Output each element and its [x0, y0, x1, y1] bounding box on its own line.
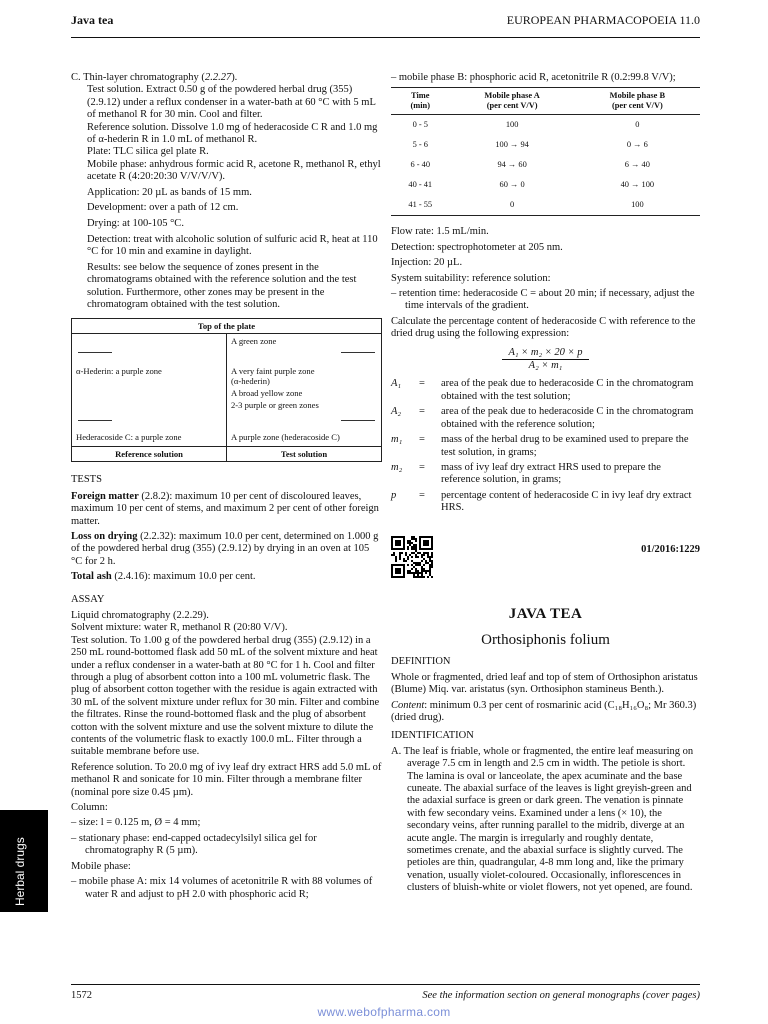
running-header-title: Java tea	[71, 13, 114, 27]
monograph-code-row	[391, 536, 700, 578]
identification-heading: IDENTIFICATION	[391, 730, 474, 742]
monograph-latin-name: Orthosiphonis folium	[481, 631, 610, 648]
gradient-row	[391, 135, 700, 155]
definition-text: mass of the herbal drug to be examined used to prepare the test solution, in grams;	[441, 434, 689, 458]
test-zone-hederacoside: A purple zone (hederacoside C)	[231, 432, 340, 443]
section-side-tab	[0, 810, 48, 912]
gradient-cell: 100	[575, 195, 700, 216]
gradient-row	[391, 195, 700, 216]
definition-eq: =	[419, 461, 425, 473]
monograph-title: JAVA TEA	[508, 605, 583, 622]
test-zone-green: A green zone	[231, 336, 277, 347]
gradient-cell: 40 → 100	[620, 180, 655, 190]
zone-col-test: Test solution	[227, 447, 382, 462]
identification-a: A. The leaf is friable, whole or fragmented, the entire leaf measuring on average 7.5 cm in length and 2.5 cm in width. The petiole is short. The lamina is oval or lanceolate, the apex acuminate and the base cuneate. The abaxial surface of the leaves is light greyish-green and the adaxial surface is green or dark green. The venation is pinnate with few secondary veins. Examined under a lens (× 10), the secondary veins, after running parallel to the midrib, diverge at an acute angle. The margin is irregularly and roughly dentate, sometimes crenate, and the abaxial surface is slightly curved. The petioles are thin, quadrangular, 4-8 mm long and, like the primary venation, usually violet-coloured. Occasionally, inflorescences in clusters of bluish-white or violet flowers, not yet opened, are found.	[391, 745, 694, 894]
gradient-cell: 5 - 6	[412, 140, 428, 150]
definition-text: mass of ivy leaf dry extract HRS used to prepare the reference solution, in grams;	[441, 461, 661, 486]
gradient-table	[391, 87, 700, 216]
column-label: Column:	[71, 802, 108, 814]
detection: Detection: spectrophotometer at 205 nm.	[391, 241, 563, 253]
gradient-cell: 6 → 40	[624, 160, 650, 170]
test-zone-faint-note: (α-hederin)	[231, 376, 270, 387]
total-ash: Total ash (2.4.16): maximum 10.0 per cent.	[71, 571, 256, 583]
definition-text: Whole or fragmented, dried leaf and top of stem of Orthosiphon aristatus (Blume) Miq. var. aristatus (syn. Orthosiphon stamineus Benth.).	[391, 671, 698, 696]
tests-heading: TESTS	[71, 474, 102, 486]
definition-sym: m₂	[391, 461, 403, 473]
gradient-cell: 40 - 41	[408, 180, 433, 190]
test-zone-purple-green: 2-3 purple or green zones	[231, 400, 319, 411]
gradient-cell: 60 → 0	[499, 180, 525, 190]
qr-code-icon	[391, 536, 433, 578]
gradient-header-1: Mobile phase A (per cent V/V)	[450, 88, 575, 115]
gradient-cell: 6 - 40	[410, 160, 431, 170]
injection: Injection: 20 µL.	[391, 257, 463, 269]
tlc-mobile-phase: Mobile phase: anhydrous formic acid R, acetone R, methanol R, ethyl acetate R (4:20:20:30 V/V/V/V).	[87, 158, 381, 183]
tlc-results: Results: see below the sequence of zones present in the chromatograms obtained with the reference solution and the test solution. Furthermore, other zones may be present in the chromatogram obtained with the test solution.	[87, 261, 357, 310]
gradient-cell: 0	[450, 195, 575, 216]
definition-row	[391, 490, 700, 518]
foreign-matter: Foreign matter (2.8.2): maximum 10 per cent of discoloured leaves, maximum 10 per cent of stems, and maximum 2 per cent of other foreign matter.	[71, 490, 379, 527]
left-column	[71, 72, 382, 901]
footer-note: See the information section on general monographs (cover pages)	[422, 990, 700, 1001]
definition-sym: m₁	[391, 434, 403, 446]
definition-text: area of the peak due to hederacoside C in the chromatogram obtained with the test solution;	[441, 378, 694, 402]
assay-lc: Liquid chromatography (2.2.29).	[71, 609, 209, 621]
formula-numerator: A₁ × m₂ × 20 × p	[502, 347, 588, 360]
definition-row	[391, 434, 700, 462]
loss-on-drying: Loss on drying (2.2.32): maximum 10.0 per cent, determined on 1.000 g of the powdered herbal drug (355) (2.9.12) by drying in an oven at 105 °C for 2 h.	[71, 530, 379, 567]
tlc-reference-solution: Reference solution. Dissolve 1.0 mg of hederacoside C R and 1.0 mg of α-hederin R in 1.0 mL of methanol R.	[87, 121, 378, 146]
test-zone-faint: A very faint purple zone	[231, 366, 315, 377]
stationary-phase: – stationary phase: end-capped octadecylsilyl silica gel for chromatography R (5 µm).	[71, 832, 317, 857]
monograph-code: 01/2016:1229	[641, 543, 700, 555]
zone-divider	[78, 420, 112, 421]
flow-rate: Flow rate: 1.5 mL/min.	[391, 226, 489, 238]
tlc-drying: Drying: at 100-105 °C.	[87, 218, 184, 230]
definition-eq: =	[419, 378, 425, 390]
gradient-cell: 0 - 5	[412, 120, 428, 130]
column-size: – size: l = 0.125 m, Ø = 4 mm;	[71, 817, 201, 829]
assay-reference-solution: Reference solution. To 20.0 mg of ivy leaf dry extract HRS add 5.0 mL of methanol R and sonicate for 10 min. Filter through a membrane filter (nominal pore size 0.45 µm).	[71, 761, 382, 798]
definition-sym: A₂	[391, 406, 402, 418]
mobile-phase-a: – mobile phase A: mix 14 volumes of acetonitrile R with 88 volumes of water R and adjust to pH 2.0 with phosphoric acid R;	[71, 876, 373, 900]
assay-heading: ASSAY	[71, 593, 105, 605]
definition-text: area of the peak due to hederacoside C in the chromatogram obtained with the reference solution;	[441, 406, 694, 430]
page-number: 1572	[71, 990, 92, 1001]
calculate-text: Calculate the percentage content of hederacoside C with reference to the dried drug using the following expression:	[391, 315, 696, 340]
definition-text: percentage content of hederacoside C in ivy leaf dry extract HRS.	[441, 489, 692, 514]
definition-row	[391, 378, 700, 406]
header-rule	[71, 37, 700, 38]
definition-sym: p	[391, 489, 397, 501]
tlc-detection: Detection: treat with alcoholic solution of sulfuric acid R, heat at 110 °C for 10 min and examine in daylight.	[87, 233, 378, 258]
tlc-application: Application: 20 µL as bands of 15 mm.	[87, 186, 252, 198]
definition-eq: =	[419, 489, 425, 501]
definitions-table	[391, 378, 700, 517]
gradient-cell: 0 → 6	[626, 140, 648, 150]
gradient-cell: 94 → 60	[497, 160, 527, 170]
definition-row	[391, 462, 700, 490]
gradient-cell: 0	[635, 120, 640, 130]
definition-row	[391, 406, 700, 434]
retention-time: – retention time: hederacoside C = about 20 min; if necessary, adjust the time intervals of the gradient.	[391, 288, 695, 312]
content: Content: minimum 0.3 per cent of rosmarinic acid (C₁₈H₁₆O₈; Mr 360.3) (dried drug).	[391, 699, 697, 723]
ref-zone-hederin: α-Hederin: a purple zone	[76, 366, 162, 377]
zone-table-top: Top of the plate	[72, 319, 382, 334]
tlc-development: Development: over a path of 12 cm.	[87, 202, 239, 214]
zone-divider	[341, 352, 375, 353]
test-zone-yellow: A broad yellow zone	[231, 388, 303, 399]
footer-rule	[71, 984, 700, 985]
assay-test-solution: Test solution. To 1.00 g of the powdered herbal drug (355) (2.9.12) in a 250 mL round-bottomed flask add 50 mL of the solvent mixture and heat under a reflux condenser in a water-bath at 80 °C for 1 h. Cool and filter through a plug of absorbent cotton into a 100 mL volumetric flask. The plug of absorbent cotton together with the residue is again extracted with 30 mL of the solvent mixture under reflux for 30 min. Filter and combine the filtrates. Rinse the round-bottomed flask and the plug of absorbent cotton with the solvent mixture and use the solvent mixture to dilute the contents of the volumetric flask to exactly 100.0 mL. Filter through a suitable membrane before use.	[71, 634, 380, 758]
tlc-heading: C. Thin-layer chromatography (2.2.27).	[71, 72, 238, 83]
solvent-mixture: Solvent mixture: water R, methanol R (20:80 V/V).	[71, 622, 288, 634]
gradient-cell: 100 → 94	[495, 140, 529, 150]
gradient-cell: 100	[505, 120, 519, 130]
gradient-header-2: Mobile phase B (per cent V/V)	[575, 88, 700, 115]
definition-heading: DEFINITION	[391, 656, 451, 668]
mobile-phase-label: Mobile phase:	[71, 860, 131, 872]
zone-col-reference: Reference solution	[72, 447, 227, 462]
gradient-row	[391, 115, 700, 136]
running-header-publication: EUROPEAN PHARMACOPOEIA 11.0	[506, 13, 700, 27]
system-suitability: System suitability: reference solution:	[391, 272, 551, 284]
side-tab-label: Herbal drugs	[13, 837, 27, 906]
zone-divider	[78, 352, 112, 353]
formula	[391, 347, 700, 373]
gradient-row	[391, 155, 700, 175]
tlc-test-solution: Test solution. Extract 0.50 g of the powdered herbal drug (355) (2.9.12) under a reflux condenser in a water-bath at 60 °C with 5 mL of methanol R for 30 min. Cool and filter.	[87, 84, 376, 121]
mobile-phase-b: – mobile phase B: phosphoric acid R, acetonitrile R (0.2:99.8 V/V);	[391, 72, 676, 83]
gradient-row	[391, 175, 700, 195]
tlc-plate: Plate: TLC silica gel plate R.	[87, 146, 209, 158]
definition-eq: =	[419, 406, 425, 418]
formula-denominator: A₂ × m₁	[528, 360, 563, 372]
right-column	[391, 72, 700, 895]
gradient-cell: 41 - 55	[391, 195, 450, 216]
gradient-header-0: Time (min)	[391, 88, 450, 115]
definition-eq: =	[419, 434, 425, 446]
zone-divider	[341, 420, 375, 421]
definition-sym: A₁	[391, 378, 402, 390]
tlc-zone-table	[71, 318, 382, 462]
ref-zone-hederacoside: Hederacoside C: a purple zone	[76, 432, 182, 443]
watermark-link[interactable]: www.webofpharma.com	[317, 1005, 451, 1019]
